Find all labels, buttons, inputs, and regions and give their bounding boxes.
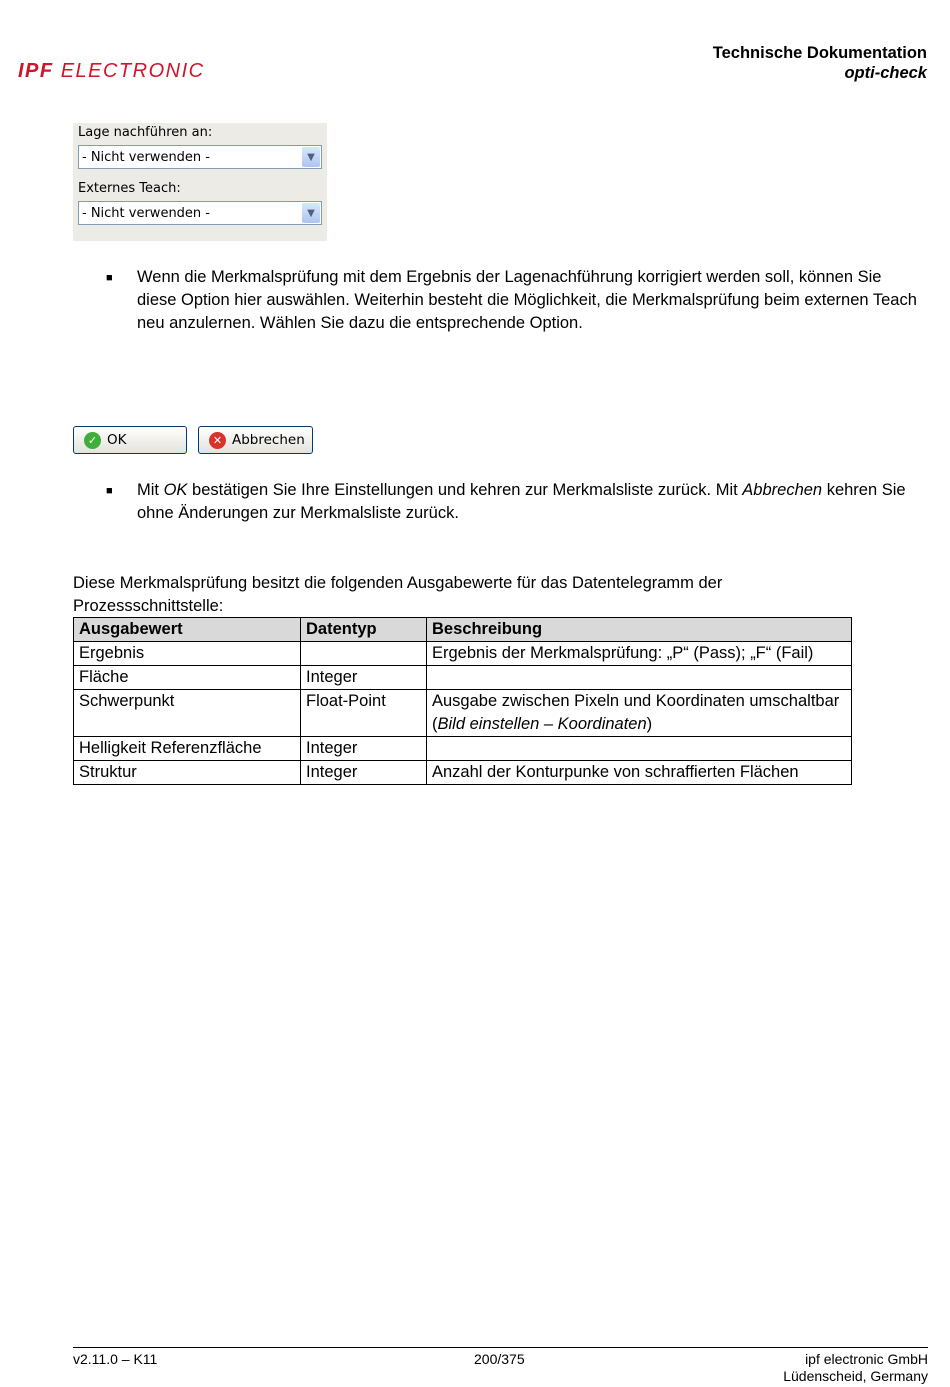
table-row: [74, 737, 852, 761]
table-cell: Float-Point: [301, 690, 427, 737]
output-values-intro: Diese Merkmalsprüfung besitzt die folgenden Ausgabewerte für das Datentelegramm der Prozessschnittstelle:: [73, 574, 723, 615]
table-cell: Integer: [301, 666, 427, 690]
bullet-marker: ■: [106, 485, 113, 497]
cancel-button-label: Abbrechen: [232, 432, 305, 448]
bullet-buttons-text: Mit OK bestätigen Sie Ihre Einstellungen und kehren zur Merkmalsliste zurück. Mit Abbrechen kehren Sie ohne Änderungen zur Merkmalsliste zurück.: [137, 481, 906, 522]
table-cell: Anzahl der Konturpunke von schraffierten Flächen: [427, 761, 852, 785]
table-cell: Integer: [301, 737, 427, 761]
table-header-row: [74, 618, 852, 642]
table-cell: Schwerpunkt: [74, 690, 301, 737]
output-values-table: [73, 617, 852, 785]
table-cell: [427, 666, 852, 690]
position-tracking-select[interactable]: [78, 145, 322, 169]
bullet-marker: ■: [106, 272, 113, 284]
bullet-option-text: Wenn die Merkmalsprüfung mit dem Ergebnis der Lagenachführung korrigiert werden soll, können Sie diese Option hier auswählen. Weiterhin besteht die Möglichkeit, die Merkmalsprüfung beim externen Teach neu anzulernen. Wählen Sie dazu die entsprechende Option.: [137, 268, 917, 332]
ok-button-label: OK: [107, 432, 127, 448]
table-row: [74, 690, 852, 737]
ok-button[interactable]: [73, 426, 187, 454]
external-teach-value: - Nicht verwenden -: [82, 206, 210, 221]
column-header: Datentyp: [301, 618, 427, 642]
table-cell: Ergebnis der Merkmalsprüfung: „P“ (Pass); „F“ (Fail): [427, 642, 852, 666]
doc-title: Technische Dokumentation: [712, 44, 927, 62]
chevron-down-icon[interactable]: ▼: [302, 203, 320, 223]
table-cell: Fläche: [74, 666, 301, 690]
table-cell: [427, 737, 852, 761]
company-logo: [18, 60, 205, 83]
checkmark-icon: ✓: [84, 432, 101, 449]
position-tracking-label: Lage nachführen an:: [78, 125, 213, 140]
footer-location: Lüdenscheid, Germany: [783, 1368, 928, 1384]
footer-page-number: 200/375: [474, 1351, 525, 1367]
column-header: Beschreibung: [427, 618, 852, 642]
footer-version: v2.11.0 – K11: [73, 1351, 158, 1367]
table-cell: Struktur: [74, 761, 301, 785]
settings-panel: [73, 123, 327, 241]
cancel-button[interactable]: [198, 426, 313, 454]
external-teach-select[interactable]: [78, 201, 322, 225]
logo-ipf: IPF: [18, 60, 54, 82]
column-header: Ausgabewert: [74, 618, 301, 642]
table-cell: Ausgabe zwischen Pixeln und Koordinaten umschaltbar (Bild einstellen – Koordinaten): [427, 690, 852, 737]
table-cell: Ergebnis: [74, 642, 301, 666]
external-teach-label: Externes Teach:: [78, 181, 181, 196]
chevron-down-icon[interactable]: ▼: [302, 147, 320, 167]
close-icon: ✕: [209, 432, 226, 449]
document-header: [713, 43, 927, 83]
table-row: [74, 642, 852, 666]
logo-electronic: ELECTRONIC: [60, 60, 205, 82]
table-row: [74, 666, 852, 690]
footer-company: [783, 1351, 928, 1385]
table-row: [74, 761, 852, 785]
doc-subtitle: opti-check: [844, 64, 927, 82]
footer-divider: [73, 1347, 928, 1348]
table-cell: Helligkeit Referenzfläche: [74, 737, 301, 761]
footer-company-name: ipf electronic GmbH: [805, 1351, 928, 1367]
position-tracking-value: - Nicht verwenden -: [82, 150, 210, 165]
table-cell: [301, 642, 427, 666]
table-cell: Integer: [301, 761, 427, 785]
